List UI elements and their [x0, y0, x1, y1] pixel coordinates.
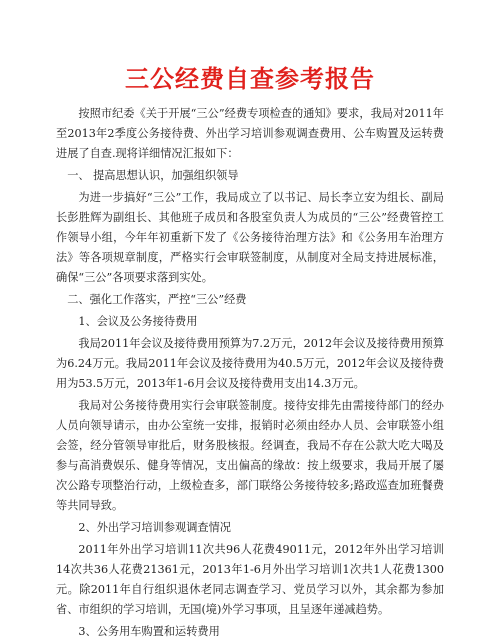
document-body — [56, 104, 444, 642]
subheading-vehicles: 3、公务用车购置和运转费用 — [78, 625, 220, 638]
training-paragraph: 2011年外出学习培训11次共96人花费49011元，2012年外出学习培训14次共36人花费21361元，2013年1-6月外出学习培训1次共1人花费1300元。除2011年自行组织退休老同志调查学习、党员学习以外，其余都为参加省、市组织的学习培训，无国(境)外学习事项，且呈逐年递减趋势。 — [56, 543, 444, 616]
section-heading-2: 二、强化工作落实，严控“三公”经费 — [67, 293, 247, 306]
reception-figures-paragraph: 我局2011年会议及接待费用预算为7.2万元，2012年会议及接待费用预算为6.24万元。我局2011年会议及接待费用为40.5万元，2012年会议及接待费用为53.5万元，2013年1-6月会议及接待费用支出14.3万元。 — [56, 337, 445, 390]
section-1-paragraph: 为进一步搞好“三公”工作，我局成立了以书记、局长李立安为组长、副局长彭胜辉为副组长、其他班子成员和各股室负责人为成员的“三公”经费管控工作领导小组，今年年初重新下发了《公务接待治理方法》和《公务用车治理方法》等各项规章制度，严格实行会审联签制度，从制度对全局支持进展标准，确保“三公”各项要求落到实处。 — [56, 191, 444, 284]
document-title: 三公经费自查参考报告 — [125, 65, 375, 93]
intro-paragraph: 按照市纪委《关于开展“三公”经费专项检查的通知》要求，我局对2011年至2013年2季度公务接待费、外出学习培训参观调查费用、公车购置及运转费进展了自查.现将详细情况汇报如下： — [56, 107, 444, 160]
subheading-training: 2、外出学习培训参观调查情况 — [78, 521, 231, 534]
subheading-meeting-reception: 1、会议及公务接待费用 — [78, 315, 198, 328]
section-heading-1: 一、 提高思想认识，加强组织领导 — [67, 169, 239, 182]
reception-approval-paragraph: 我局对公务接待费用实行会审联签制度。接待安排先由需接待部门的经办人员向领导请示，由办公室统一安排，报销时必须由经办人员、会审联签小组会签，经分管领导审批后，财务股核报。经调查，我局不存在公款大吃大喝及参与高消费娱乐、健身等情况，支出偏高的缘故：按上级要求，我局开展了屡次公路专项整治行动，上级检查多，部门联络公务接待较多;路政巡查加班餐费等共同导致。 — [56, 399, 444, 512]
